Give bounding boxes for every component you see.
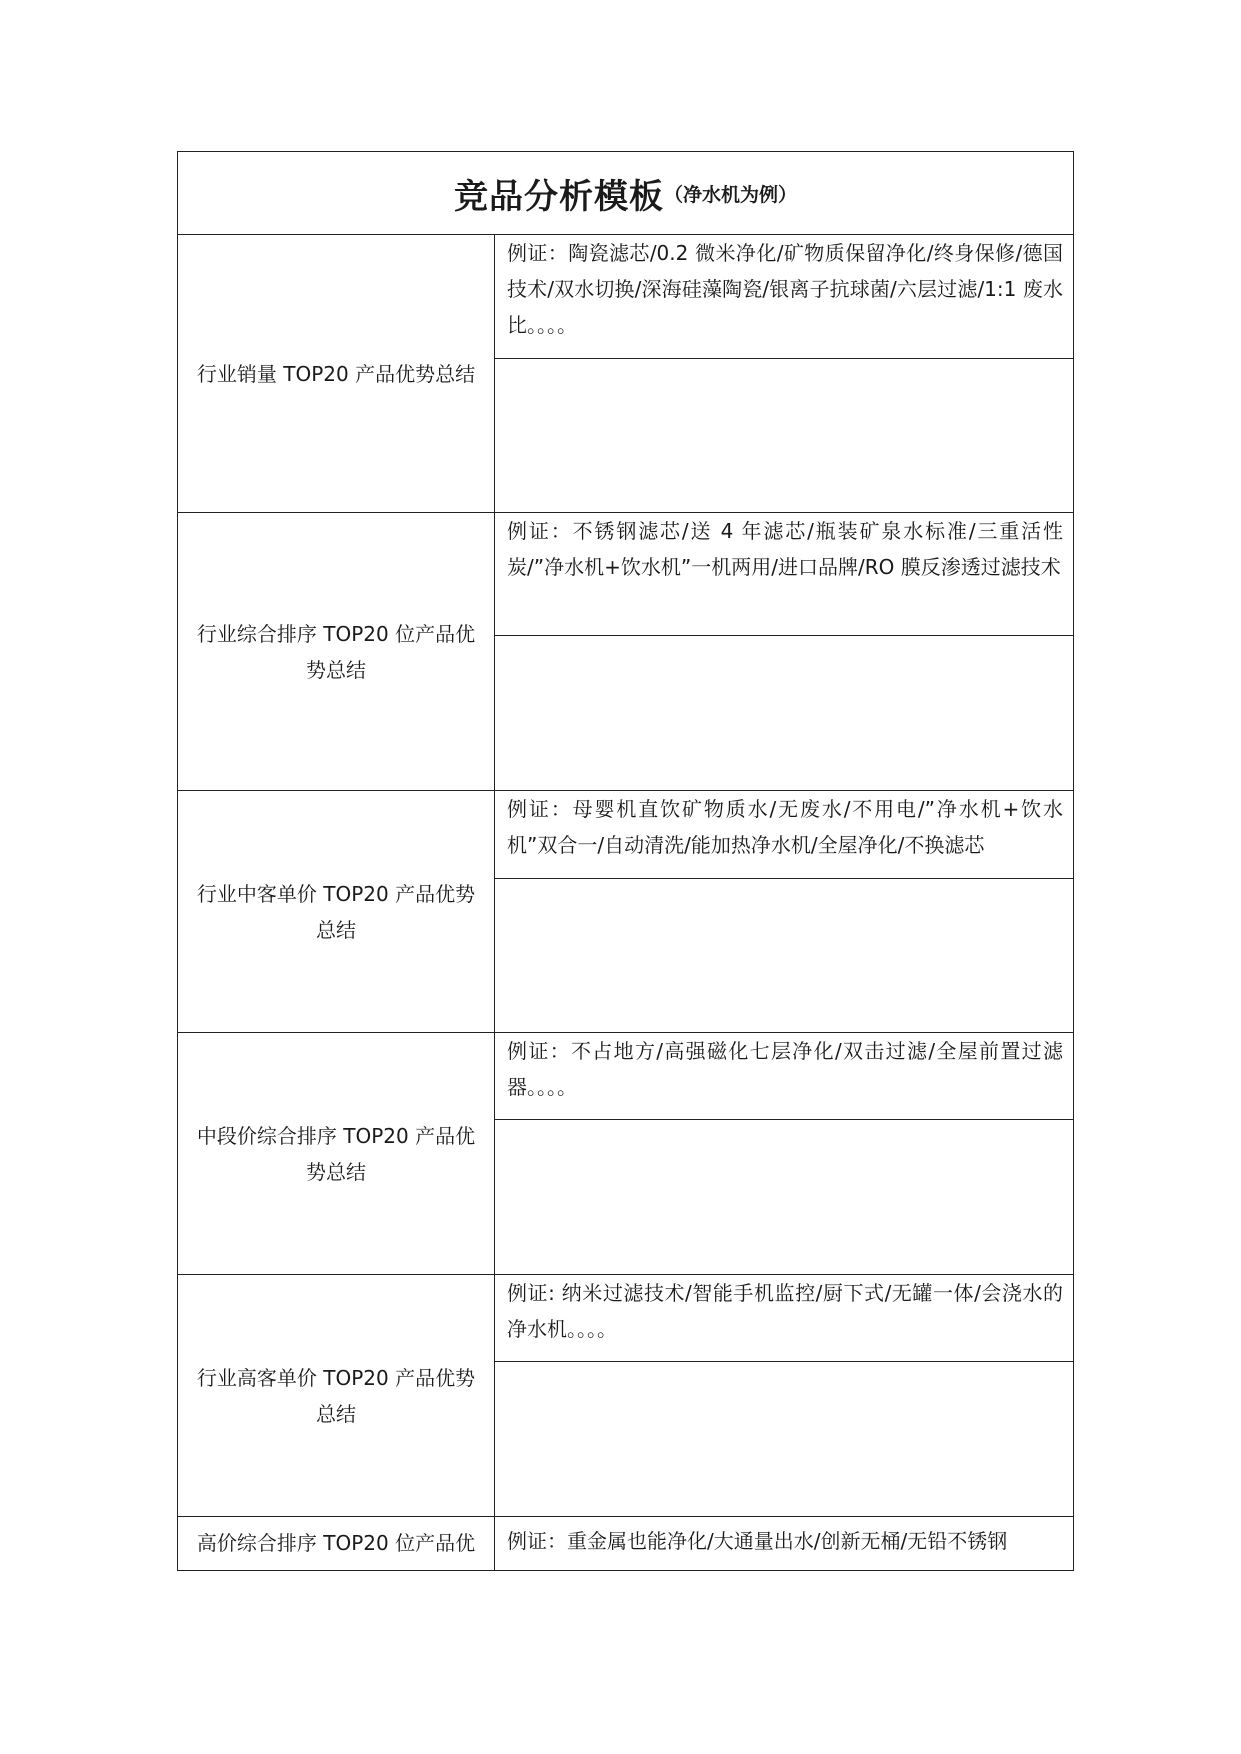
example-text: 例证：母婴机直饮矿物质水/无废水/不用电/”净水机+饮水机”双合一/自动清洗/能加热净水机/全屋净化/不换滤芯	[507, 797, 1064, 857]
document-title: 竞品分析模板	[454, 176, 664, 217]
answer-cell[interactable]	[495, 1362, 1074, 1517]
answer-cell[interactable]	[495, 879, 1074, 1033]
answer-cell[interactable]	[495, 1120, 1074, 1275]
example-text: 例证：陶瓷滤芯/0.2 微米净化/矿物质保留净化/终身保修/德国技术/双水切换/深海硅藻陶瓷/银离子抗球菌/六层过滤/1:1 废水比。。。。	[507, 241, 1064, 337]
document-subtitle: （净水机为例）	[664, 183, 798, 206]
example-cell	[495, 1517, 1074, 1571]
row-label-cell	[178, 1517, 495, 1571]
table-row	[178, 513, 1074, 636]
table-row	[178, 1033, 1074, 1120]
example-cell	[495, 791, 1074, 879]
answer-cell[interactable]	[495, 636, 1074, 791]
row-label-cell	[178, 1275, 495, 1517]
row-label-cell	[178, 513, 495, 791]
answer-cell[interactable]	[495, 359, 1074, 513]
example-text: 例证：重金属也能净化/大通量出水/创新无桶/无铅不锈钢	[507, 1529, 1008, 1553]
competitor-analysis-table	[177, 151, 1074, 1571]
row-label: 行业销量 TOP20 产品优势总结	[196, 361, 476, 386]
example-cell	[495, 1033, 1074, 1120]
example-text: 例证：不占地方/高强磁化七层净化/双击过滤/全屋前置过滤器。。。。	[507, 1039, 1064, 1099]
example-cell	[495, 513, 1074, 636]
row-label: 行业高客单价 TOP20 产品优势总结	[196, 1365, 476, 1426]
row-label: 高价综合排序 TOP20 位产品优	[196, 1531, 476, 1555]
table-row	[178, 1517, 1074, 1571]
table-row	[178, 1275, 1074, 1362]
row-label: 行业综合排序 TOP20 位产品优势总结	[196, 621, 476, 682]
row-label-cell	[178, 791, 495, 1033]
example-cell	[495, 1275, 1074, 1362]
row-label: 行业中客单价 TOP20 产品优势总结	[196, 881, 476, 942]
row-label: 中段价综合排序 TOP20 产品优势总结	[196, 1123, 476, 1184]
example-text: 例证: 纳米过滤技术/智能手机监控/厨下式/无罐一体/会浇水的净水机。。。。	[507, 1281, 1064, 1341]
title-row	[178, 152, 1074, 235]
example-text: 例证：不锈钢滤芯/送 4 年滤芯/瓶装矿泉水标准/三重活性炭/”净水机+饮水机”一机两用/进口品牌/RO 膜反渗透过滤技术	[507, 519, 1064, 579]
row-label-cell	[178, 235, 495, 513]
title-cell	[178, 152, 1074, 235]
table-row	[178, 791, 1074, 879]
example-cell	[495, 235, 1074, 359]
row-label-cell	[178, 1033, 495, 1275]
table-row	[178, 235, 1074, 359]
